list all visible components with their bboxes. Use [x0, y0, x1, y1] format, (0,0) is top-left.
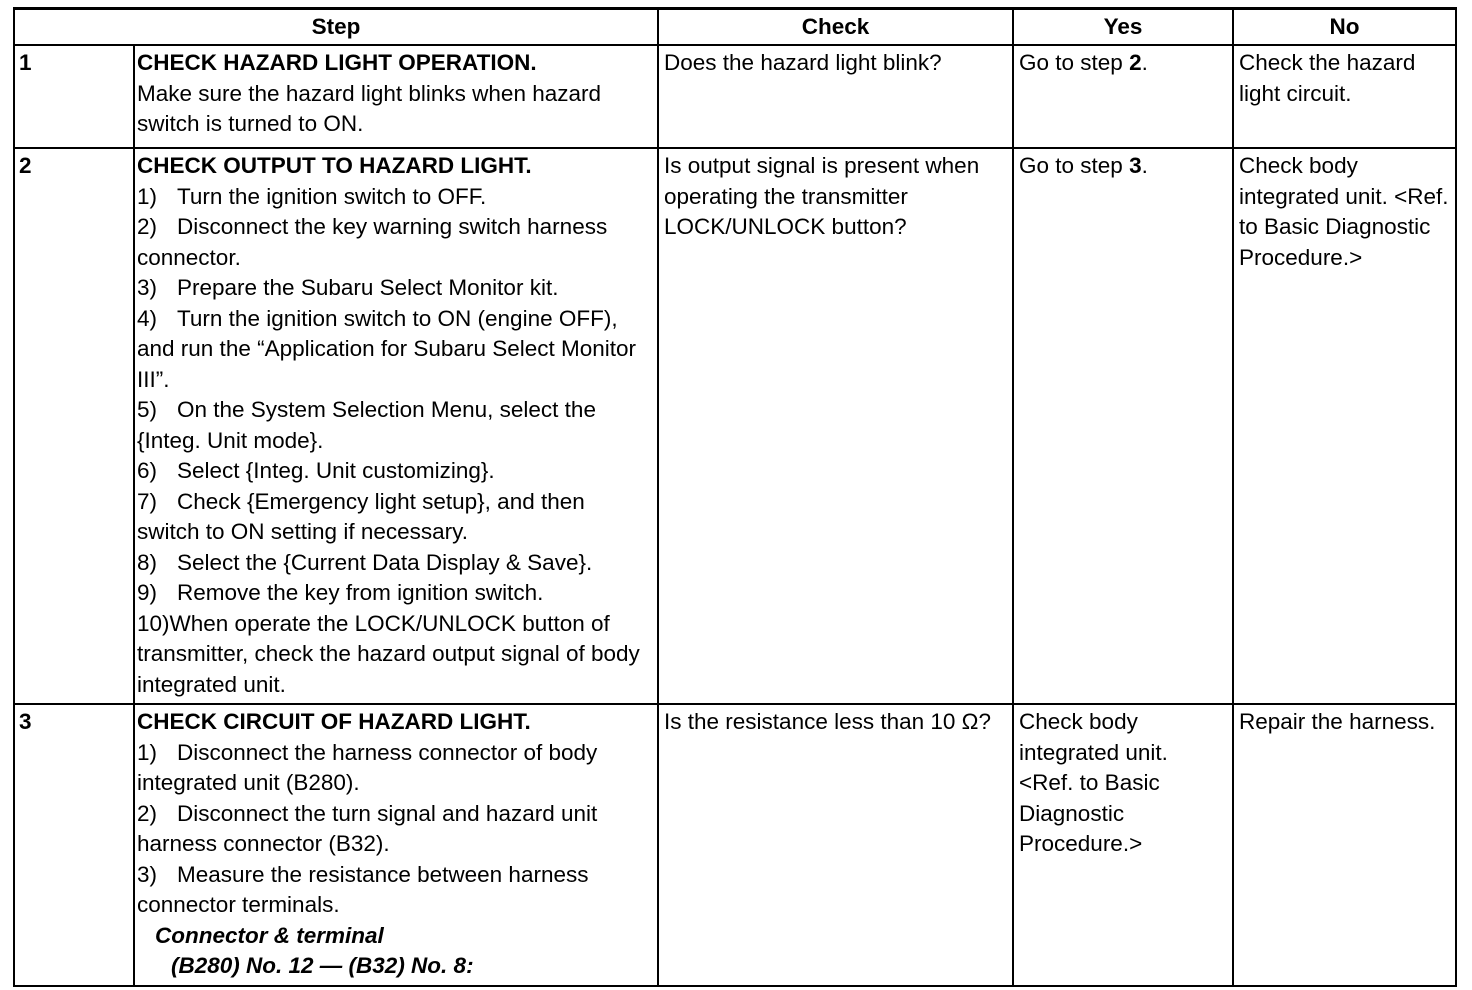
substep-number: 6) — [137, 458, 158, 483]
yes-step-ref: 2 — [1129, 50, 1142, 75]
substep-text: Disconnect the turn signal and hazard unit harness connector (B32). — [137, 800, 598, 856]
yes-cell: Check body integrated unit. <Ref. to Basic Diagnostic Procedure.> — [1013, 704, 1233, 986]
substep-number: 1) — [137, 739, 158, 765]
yes-suffix: . — [1141, 153, 1148, 178]
step-cell — [134, 704, 658, 986]
substep — [137, 456, 652, 487]
substep-text: Turn the ignition switch to ON (engine OFF), and run the “Application for Subaru Select Monitor III”. — [137, 305, 637, 392]
substep-number: 7) — [137, 488, 158, 514]
substep — [137, 273, 652, 304]
step-cell — [134, 45, 658, 148]
substep-number: 9) — [137, 580, 158, 605]
substep — [137, 182, 652, 213]
table-row — [14, 45, 1456, 148]
substep-text: Prepare the Subaru Select Monitor kit. — [177, 275, 559, 300]
substep-number: 4) — [137, 305, 158, 331]
substep-text: Measure the resistance between harness connector terminals. — [137, 861, 589, 917]
yes-cell — [1013, 148, 1233, 704]
substep-text: Check {Emergency light setup}, and then switch to ON setting if necessary. — [137, 488, 585, 544]
substep-number: 2) — [137, 214, 158, 239]
table-row — [14, 148, 1456, 704]
step-title: CHECK OUTPUT TO HAZARD LIGHT. — [137, 153, 532, 178]
substep-text: On the System Selection Menu, select the {Integ. Unit mode}. — [137, 397, 596, 453]
substep-text: Turn the ignition switch to OFF. — [177, 183, 487, 209]
step-title: CHECK CIRCUIT OF HAZARD LIGHT. — [137, 709, 531, 734]
step-number: 3 — [14, 704, 134, 986]
no-cell: Check body integrated unit. <Ref. to Basic Diagnostic Procedure.> — [1233, 148, 1456, 704]
substep-number: 3) — [137, 275, 158, 300]
substep — [137, 738, 652, 799]
substep — [137, 548, 652, 579]
connector-heading: Connector & terminal — [155, 922, 384, 948]
substep — [137, 395, 652, 456]
substep — [137, 799, 652, 860]
substep — [137, 212, 652, 273]
substep-number: 2) — [137, 800, 158, 826]
header-check: Check — [658, 9, 1013, 46]
substep — [137, 578, 652, 609]
step-description: Make sure the hazard light blinks when hazard switch is turned to ON. — [137, 80, 602, 136]
substep-number: 10) — [137, 610, 170, 636]
header-step: Step — [14, 9, 658, 46]
header-no: No — [1233, 9, 1456, 46]
substep-number: 8) — [137, 549, 158, 575]
substep — [137, 304, 652, 396]
yes-suffix: . — [1141, 50, 1148, 75]
step-cell — [134, 148, 658, 704]
no-cell: Repair the harness. — [1233, 704, 1456, 986]
yes-cell — [1013, 45, 1233, 148]
substep-text: Remove the key from ignition switch. — [177, 580, 544, 605]
substep-text: Select {Integ. Unit customizing}. — [177, 458, 495, 483]
check-cell: Is output signal is present when operating the transmitter LOCK/UNLOCK button? — [658, 148, 1013, 704]
step-number: 2 — [14, 148, 134, 704]
no-cell: Check the hazard light circuit. — [1233, 45, 1456, 148]
yes-prefix: Go to step — [1019, 153, 1130, 178]
substep — [137, 609, 652, 701]
substep-number: 1) — [137, 183, 158, 209]
yes-step-ref: 3 — [1129, 153, 1142, 178]
substep-text: Select the {Current Data Display & Save}. — [177, 549, 593, 575]
substep-text: Disconnect the harness connector of body integrated unit (B280). — [137, 739, 598, 795]
diagnostic-table — [13, 7, 1457, 987]
header-row — [14, 9, 1456, 46]
substep-number: 5) — [137, 397, 158, 422]
step-number: 1 — [14, 45, 134, 148]
table-row — [14, 704, 1456, 986]
step-title: CHECK HAZARD LIGHT OPERATION. — [137, 50, 537, 75]
yes-prefix: Go to step — [1019, 50, 1130, 75]
substep-text: When operate the LOCK/UNLOCK button of transmitter, check the hazard output signal of body integrated unit. — [137, 610, 640, 697]
substep — [137, 860, 652, 921]
connector-value: (B280) No. 12 — (B32) No. 8: — [171, 953, 474, 978]
check-cell: Does the hazard light blink? — [658, 45, 1013, 148]
substep-text: Disconnect the key warning switch harness connector. — [137, 214, 608, 270]
substep-number: 3) — [137, 861, 158, 887]
header-yes: Yes — [1013, 9, 1233, 46]
substep — [137, 487, 652, 548]
check-cell: Is the resistance less than 10 Ω? — [658, 704, 1013, 986]
